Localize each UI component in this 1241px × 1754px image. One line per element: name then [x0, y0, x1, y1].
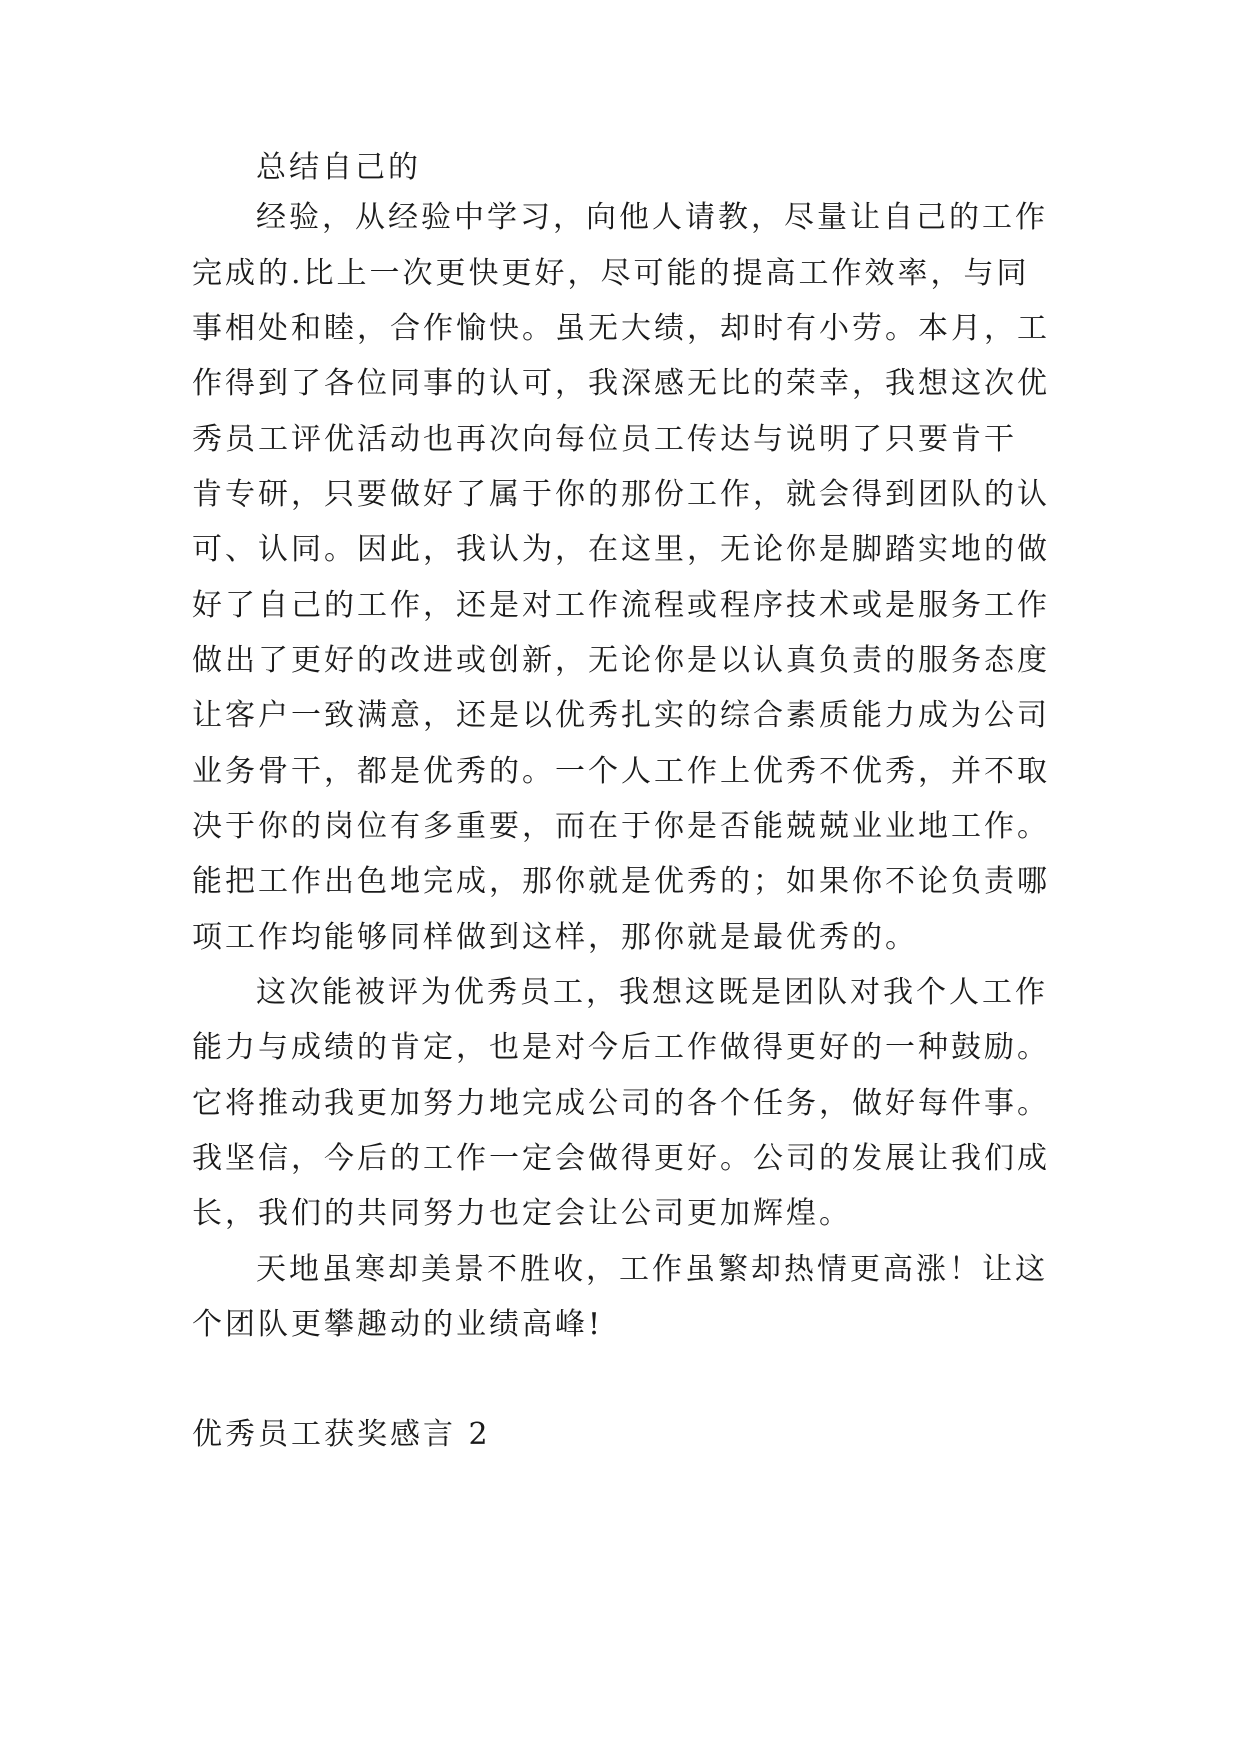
text-line: 决于你的岗位有多重要，而在于你是否能兢兢业业地工作。	[192, 809, 1050, 844]
text-line: 作得到了各位同事的认可，我深感无比的荣幸，我想这次优	[192, 366, 1050, 401]
text-line: 我坚信，今后的工作一定会做得更好。公司的发展让我们成	[192, 1141, 1050, 1176]
text-line: 好了自己的工作，还是对工作流程或程序技术或是服务工作	[192, 588, 1050, 623]
text-line: 项工作均能够同样做到这样，那你就是最优秀的。	[192, 920, 918, 955]
text-line: 个团队更攀趣动的业绩高峰!	[192, 1307, 604, 1342]
section-heading: 优秀员工获奖感言 2	[192, 1417, 491, 1452]
text-line: 事相处和睦，合作愉快。虽无大绩，却时有小劳。本月，工	[192, 311, 1050, 346]
text-line: 做出了更好的改进或创新，无论你是以认真负责的服务态度	[192, 643, 1050, 678]
text-line: 这次能被评为优秀员工，我想这既是团队对我个人工作	[256, 975, 1048, 1010]
text-line: 肯专研，只要做好了属于你的那份工作，就会得到团队的认	[192, 477, 1050, 512]
text-line: 可、认同。因此，我认为，在这里，无论你是脚踏实地的做	[192, 532, 1050, 567]
text-line: 它将推动我更加努力地完成公司的各个任务，做好每件事。	[192, 1086, 1050, 1121]
text-line: 秀员工评优活动也再次向每位员工传达与说明了只要肯干	[192, 422, 1017, 457]
text-line: 天地虽寒却美景不胜收，工作虽繁却热情更高涨！让这	[256, 1252, 1048, 1287]
text-line: 能把工作出色地完成，那你就是优秀的；如果你不论负责哪	[192, 864, 1050, 899]
text-line: 业务骨干，都是优秀的。一个人工作上优秀不优秀，并不取	[192, 754, 1050, 789]
text-line: 让客户一致满意，还是以优秀扎实的综合素质能力成为公司	[192, 698, 1050, 733]
text-line: 完成的.比上一次更快更好，尽可能的提高工作效率，与同	[192, 256, 1030, 291]
text-line: 总结自己的	[256, 150, 421, 185]
text-line: 长，我们的共同努力也定会让公司更加辉煌。	[192, 1196, 852, 1231]
text-line: 能力与成绩的肯定，也是对今后工作做得更好的一种鼓励。	[192, 1030, 1050, 1065]
text-line: 经验，从经验中学习，向他人请教，尽量让自己的工作	[256, 200, 1048, 235]
